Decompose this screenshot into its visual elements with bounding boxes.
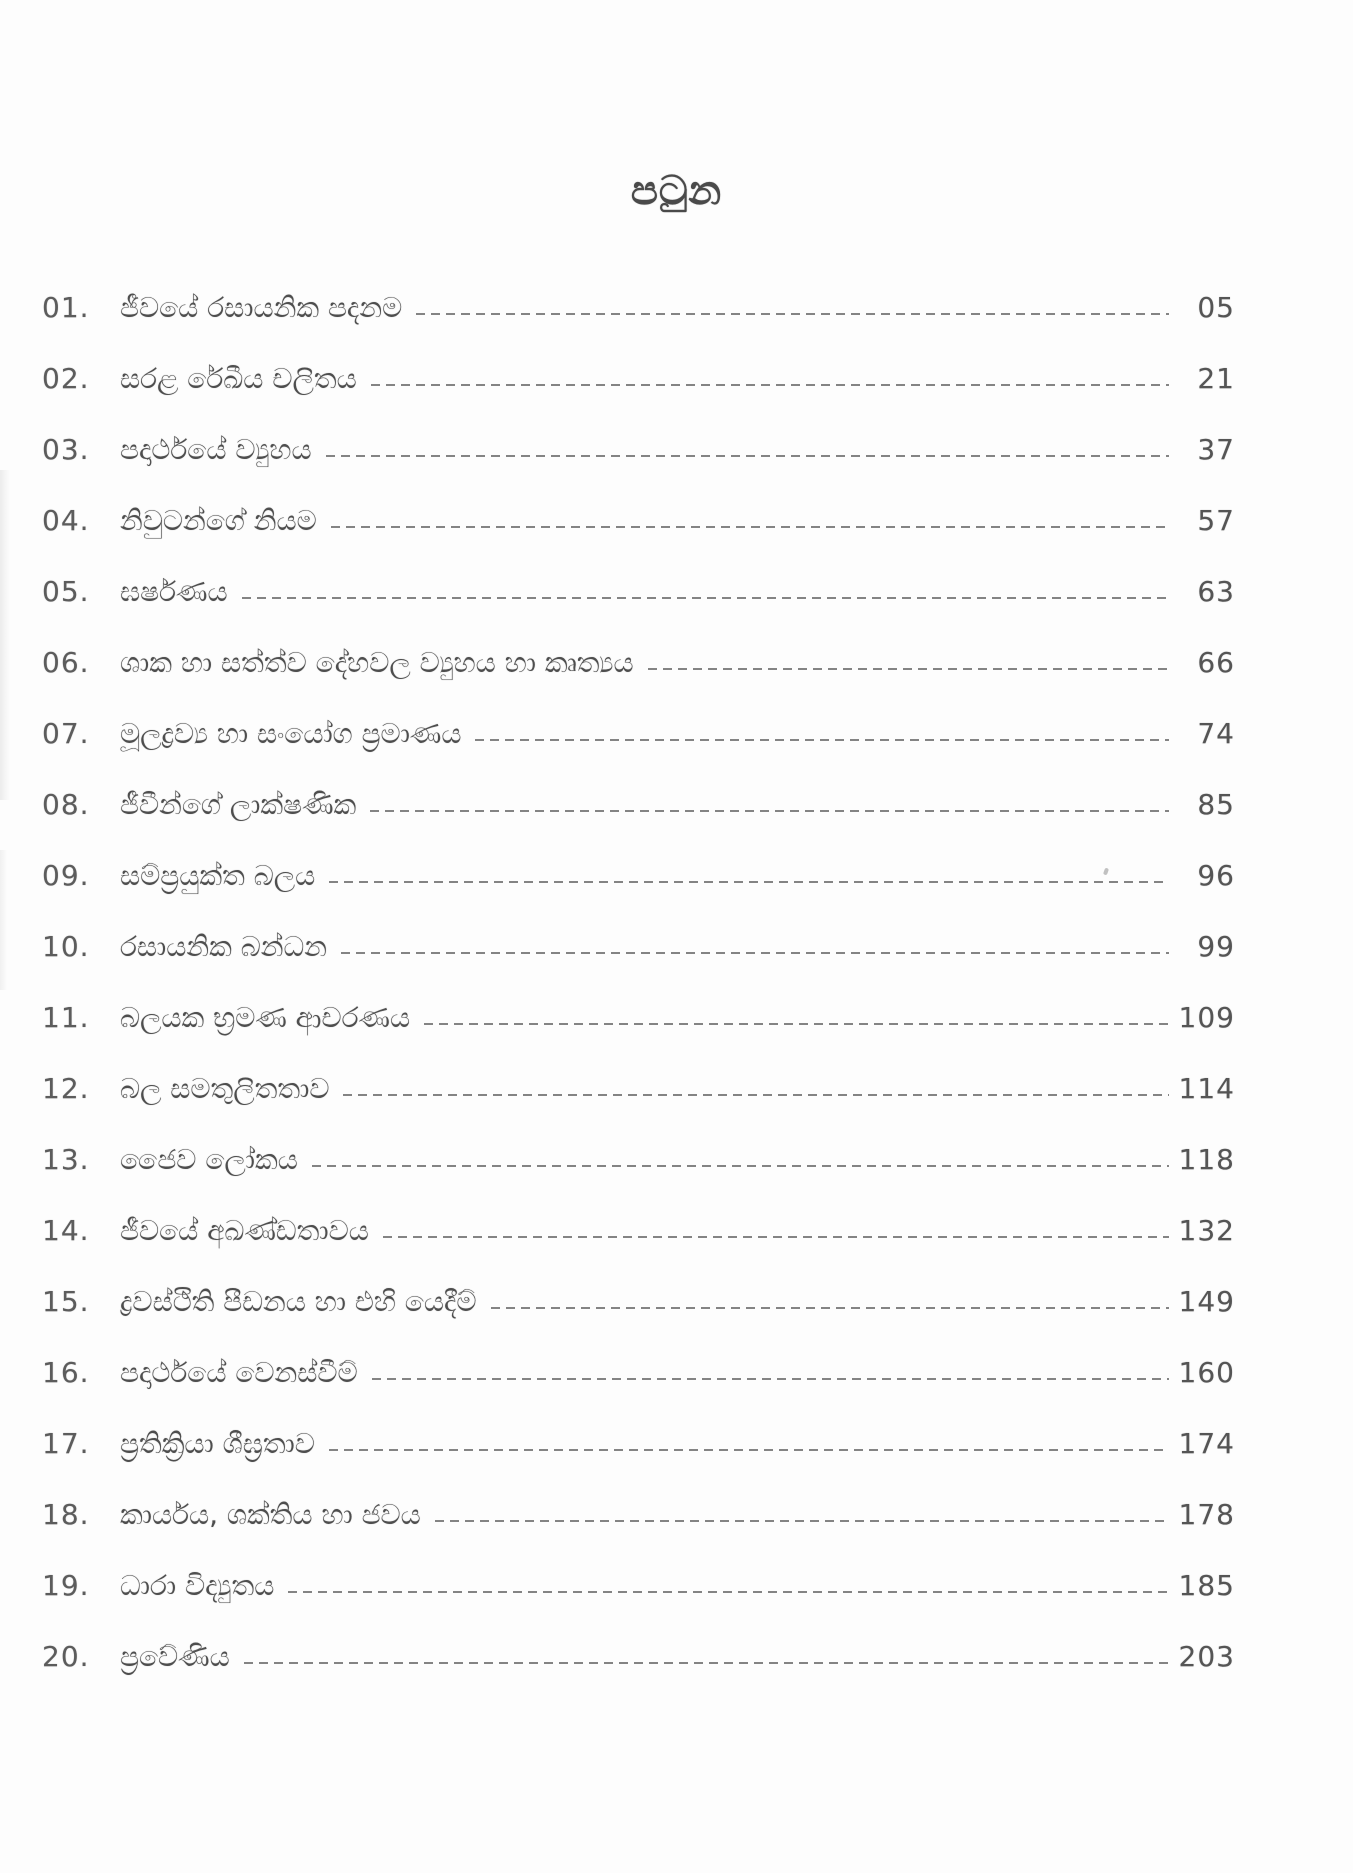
dashed-leader <box>288 1591 1169 1594</box>
dashed-leader <box>329 1449 1169 1452</box>
toc-entry-row <box>42 911 1235 982</box>
entry-number: 03. <box>42 433 90 466</box>
toc-entry-row <box>42 1195 1235 1266</box>
dashed-leader <box>326 455 1169 458</box>
dashed-leader <box>331 526 1169 529</box>
entry-title: මූලද්‍රව්‍ය හා සංයෝග ප්‍රමාණය <box>120 716 462 750</box>
entry-title: නිවුටන්ගේ නියම <box>120 503 317 537</box>
toc-entry-row <box>42 1408 1235 1479</box>
entry-page-number: 109 <box>1178 1001 1235 1034</box>
entry-title: ප්‍රතික්‍රියා ශීඝ්‍රතාව <box>120 1426 315 1460</box>
entry-page-number: 132 <box>1178 1214 1235 1247</box>
entry-page-number: 57 <box>1197 504 1235 537</box>
entry-number: 20. <box>42 1640 90 1673</box>
toc-entry-row <box>42 840 1235 911</box>
entry-page-number: 63 <box>1197 575 1235 608</box>
toc-entry-row <box>42 982 1235 1053</box>
entry-title: ජීවයේ රසායනික පදනම <box>120 290 403 324</box>
entry-page-number: 85 <box>1197 788 1235 821</box>
entry-page-number: 185 <box>1178 1569 1235 1602</box>
entry-number: 12. <box>42 1072 90 1105</box>
toc-entry-row <box>42 1124 1235 1195</box>
page-title: පටුන <box>630 168 723 214</box>
entry-page-number: 203 <box>1178 1640 1235 1673</box>
entry-title: ජීවයේ අඛණ්ඩතාවය <box>120 1213 369 1247</box>
dashed-leader <box>435 1520 1169 1523</box>
scan-edge-shadow <box>0 470 10 800</box>
entry-title: සරළ රේඛීය චලිතය <box>120 361 357 395</box>
entry-number: 04. <box>42 504 90 537</box>
entry-number: 09. <box>42 859 90 892</box>
toc-entry-row <box>42 627 1235 698</box>
dashed-leader <box>491 1307 1169 1310</box>
table-of-contents <box>42 272 1235 1692</box>
entry-title: සම්ප්‍රයුක්ත බලය <box>120 858 316 892</box>
entry-number: 17. <box>42 1427 90 1460</box>
toc-entry-row <box>42 769 1235 840</box>
entry-title: ප්‍රවේණිය <box>120 1639 230 1673</box>
dashed-leader <box>424 1023 1169 1026</box>
entry-page-number: 174 <box>1178 1427 1235 1460</box>
entry-number: 11. <box>42 1001 90 1034</box>
entry-page-number: 21 <box>1197 362 1235 395</box>
entry-title: ද්‍රවස්ථිති පීඩනය හා එහි යෙදීම් <box>120 1284 477 1318</box>
entry-title: ජෛව ලෝකය <box>120 1142 298 1176</box>
dashed-leader <box>242 597 1169 600</box>
entry-number: 18. <box>42 1498 90 1531</box>
toc-entry-row <box>42 272 1235 343</box>
toc-entry-row <box>42 1621 1235 1692</box>
dashed-leader <box>312 1165 1169 1168</box>
entry-title: ජීවීන්ගේ ලාක්ෂණික <box>120 787 357 821</box>
entry-number: 10. <box>42 930 90 963</box>
entry-number: 08. <box>42 788 90 821</box>
toc-entry-row <box>42 1337 1235 1408</box>
entry-number: 05. <box>42 575 90 608</box>
entry-title: කාර්යය, ශක්තිය හා ජවය <box>120 1497 421 1531</box>
entry-page-number: 160 <box>1178 1356 1235 1389</box>
entry-page-number: 37 <box>1197 433 1235 466</box>
entry-page-number: 178 <box>1178 1498 1235 1531</box>
entry-title: ශාක හා සත්ත්ව දේහවල ව්‍යුහය හා කෘත්‍යය <box>120 645 634 679</box>
entry-title: පදාර්ථයේ වෙනස්වීම් <box>120 1355 358 1389</box>
dashed-leader <box>475 739 1169 742</box>
entry-number: 13. <box>42 1143 90 1176</box>
entry-number: 06. <box>42 646 90 679</box>
toc-entry-row <box>42 1053 1235 1124</box>
entry-title: ධාරා විද්‍යුතය <box>120 1568 275 1602</box>
toc-entry-row <box>42 1550 1235 1621</box>
dashed-leader <box>383 1236 1169 1239</box>
entry-page-number: 74 <box>1197 717 1235 750</box>
entry-number: 14. <box>42 1214 90 1247</box>
dashed-leader <box>341 952 1169 955</box>
scan-edge-shadow <box>0 850 7 990</box>
toc-entry-row <box>42 414 1235 485</box>
entry-title: පදාර්ථයේ ව්‍යුහය <box>120 432 312 466</box>
entry-number: 07. <box>42 717 90 750</box>
toc-entry-row <box>42 1479 1235 1550</box>
toc-entry-row <box>42 1266 1235 1337</box>
entry-number: 02. <box>42 362 90 395</box>
entry-number: 01. <box>42 291 90 324</box>
dashed-leader <box>343 1094 1169 1097</box>
dashed-leader <box>648 668 1169 671</box>
entry-title: බලයක භ්‍රමණ ආචරණය <box>120 1000 411 1034</box>
entry-page-number: 66 <box>1197 646 1235 679</box>
toc-entry-row <box>42 485 1235 556</box>
entry-page-number: 05 <box>1197 291 1235 324</box>
dashed-leader <box>372 1378 1169 1381</box>
entry-number: 19. <box>42 1569 90 1602</box>
dashed-leader <box>329 881 1169 884</box>
dashed-leader <box>244 1662 1169 1665</box>
entry-page-number: 118 <box>1178 1143 1235 1176</box>
dashed-leader <box>416 313 1169 316</box>
entry-page-number: 96 <box>1197 859 1235 892</box>
toc-entry-row <box>42 343 1235 414</box>
entry-title: බල සමතුලිතතාව <box>120 1071 330 1105</box>
entry-number: 16. <box>42 1356 90 1389</box>
toc-entry-row <box>42 698 1235 769</box>
toc-entry-row <box>42 556 1235 627</box>
entry-page-number: 149 <box>1178 1285 1235 1318</box>
entry-title: රසායනික බන්ධන <box>120 929 328 963</box>
entry-title: ඝර්ෂණය <box>120 574 228 608</box>
entry-number: 15. <box>42 1285 90 1318</box>
entry-page-number: 99 <box>1197 930 1235 963</box>
dashed-leader <box>371 384 1169 387</box>
entry-page-number: 114 <box>1178 1072 1235 1105</box>
dashed-leader <box>370 810 1169 813</box>
